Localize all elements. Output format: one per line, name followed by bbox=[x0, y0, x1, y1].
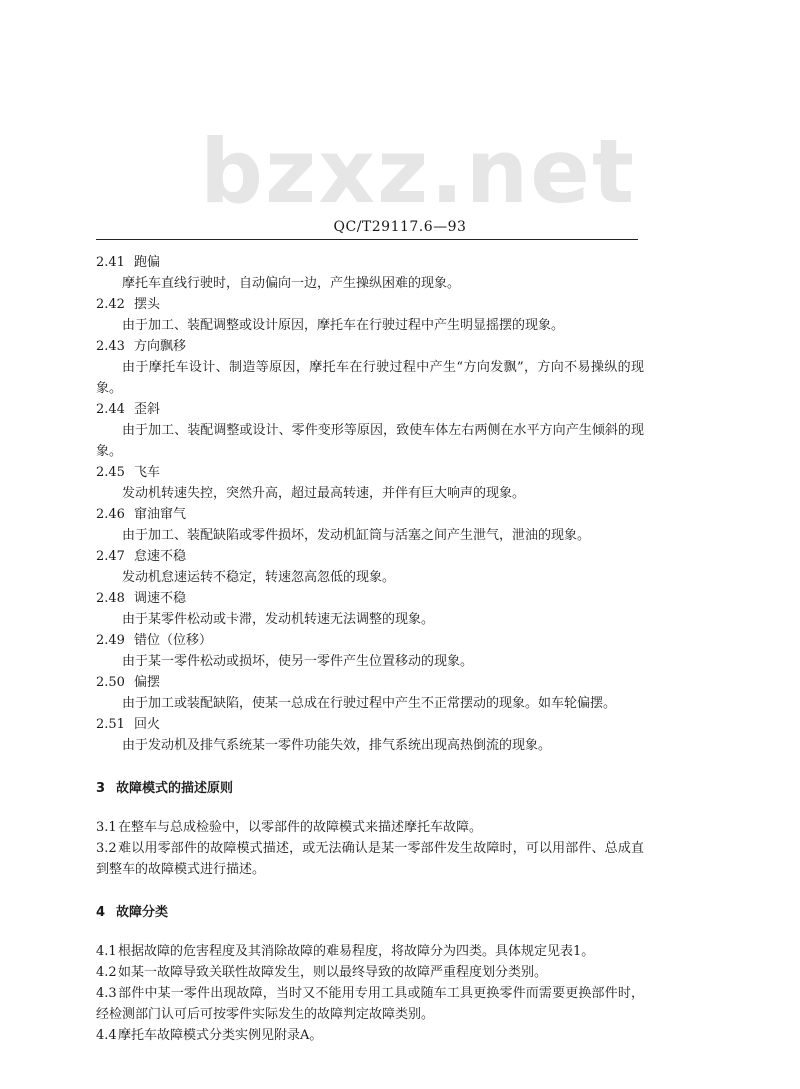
definition-clause bbox=[96, 399, 644, 462]
clause-definition: 由于加工、装配调整或设计、零件变形等原因，致使车体左右两侧在水平方向产生倾斜的现象。 bbox=[96, 423, 644, 459]
paragraph-text: 难以用零部件的故障模式描述，或无法确认是某一零部件发生故障时，可以用部件、总成直到整车的故障模式进行描述。 bbox=[96, 841, 644, 877]
clause-definition: 由于某零件松动或卡滞，发动机转速无法调整的现象。 bbox=[122, 612, 435, 627]
section-number: 3 bbox=[96, 781, 106, 796]
document-body bbox=[96, 252, 644, 1046]
clause-term: 偏摆 bbox=[134, 675, 161, 690]
watermark: bzxz.net bbox=[200, 120, 637, 223]
clause-term: 跑偏 bbox=[134, 255, 161, 270]
clause-term: 怠速不稳 bbox=[134, 549, 187, 564]
paragraph-number: 3.2 bbox=[96, 841, 117, 856]
clause-number: 2.49 bbox=[96, 633, 125, 648]
definition-clause bbox=[96, 462, 644, 504]
definition-clause bbox=[96, 588, 644, 630]
clause-definition: 发动机转速失控，突然升高，超过最高转速，并伴有巨大响声的现象。 bbox=[122, 486, 526, 501]
paragraph-number: 4.4 bbox=[96, 1028, 117, 1043]
clause-definition: 由于发动机及排气系统某一零件功能失效，排气系统出现高热倒流的现象。 bbox=[122, 738, 552, 753]
paragraph-text: 部件中某一零件出现故障，当时又不能用专用工具或随车工具更换零件而需要更换部件时，经检测部门认可后可按零件实际发生的故障判定故障类别。 bbox=[96, 986, 644, 1022]
clause-heading bbox=[96, 462, 644, 483]
clause-term: 错位（位移） bbox=[134, 633, 213, 648]
paragraph-number: 4.3 bbox=[96, 986, 117, 1001]
clause-number: 2.48 bbox=[96, 591, 125, 606]
clause-definition: 由于加工、装配调整或设计原因，摩托车在行驶过程中产生明显摇摆的现象。 bbox=[122, 318, 565, 333]
clause-definition: 摩托车直线行驶时，自动偏向一边，产生操纵困难的现象。 bbox=[122, 276, 461, 291]
paragraph-text: 如某一故障导致关联性故障发生，则以最终导致的故障严重程度划分类别。 bbox=[118, 965, 548, 980]
paragraph-text: 根据故障的危害程度及其消除故障的难易程度，将故障分为四类。具体规定见表1。 bbox=[118, 944, 595, 959]
clause-heading bbox=[96, 336, 644, 357]
section-title: 故障分类 bbox=[116, 905, 169, 920]
clause-term: 摆头 bbox=[134, 297, 161, 312]
clause-term: 飞车 bbox=[134, 465, 161, 480]
clause-number: 2.42 bbox=[96, 297, 125, 312]
definition-clause bbox=[96, 336, 644, 399]
clause-heading bbox=[96, 672, 644, 693]
clause-number: 2.43 bbox=[96, 339, 125, 354]
paragraph-number: 4.2 bbox=[96, 965, 117, 980]
clause-term: 调速不稳 bbox=[134, 591, 187, 606]
clause-term: 歪斜 bbox=[134, 402, 161, 417]
clause-definition: 由于摩托车设计、制造等原因，摩托车在行驶过程中产生“方向发飘”，方向不易操纵的现象。 bbox=[96, 360, 644, 396]
definitions-list bbox=[96, 252, 644, 756]
numbered-paragraph bbox=[96, 941, 644, 962]
section-4-heading bbox=[96, 902, 644, 923]
numbered-paragraph bbox=[96, 1025, 644, 1046]
clause-term: 窜油窜气 bbox=[134, 507, 187, 522]
clause-number: 2.46 bbox=[96, 507, 125, 522]
clause-number: 2.50 bbox=[96, 675, 125, 690]
clause-heading bbox=[96, 630, 644, 651]
clause-heading bbox=[96, 714, 644, 735]
definition-clause bbox=[96, 504, 644, 546]
clause-term: 方向飘移 bbox=[134, 339, 187, 354]
numbered-paragraph bbox=[96, 817, 644, 838]
clause-heading bbox=[96, 546, 644, 567]
clause-number: 2.47 bbox=[96, 549, 125, 564]
paragraph-text: 摩托车故障模式分类实例见附录A。 bbox=[118, 1028, 323, 1043]
section-3-body bbox=[96, 817, 644, 880]
clause-definition: 由于加工或装配缺陷，使某一总成在行驶过程中产生不正常摆动的现象。如车轮偏摆。 bbox=[122, 696, 617, 711]
numbered-paragraph bbox=[96, 838, 644, 880]
header-divider bbox=[96, 239, 638, 240]
section-3-heading bbox=[96, 778, 644, 799]
clause-heading bbox=[96, 294, 644, 315]
paragraph-text: 在整车与总成检验中，以零部件的故障模式来描述摩托车故障。 bbox=[118, 820, 483, 835]
paragraph-number: 4.1 bbox=[96, 944, 117, 959]
numbered-paragraph bbox=[96, 983, 644, 1025]
clause-definition: 发动机怠速运转不稳定，转速忽高忽低的现象。 bbox=[122, 570, 396, 585]
clause-heading bbox=[96, 252, 644, 273]
clause-heading bbox=[96, 504, 644, 525]
clause-definition: 由于某一零件松动或损坏，使另一零件产生位置移动的现象。 bbox=[122, 654, 474, 669]
section-4-body bbox=[96, 941, 644, 1046]
clause-number: 2.45 bbox=[96, 465, 125, 480]
clause-number: 2.44 bbox=[96, 402, 125, 417]
standard-code-header: QC/T29117.6—93 bbox=[333, 219, 467, 235]
numbered-paragraph bbox=[96, 962, 644, 983]
paragraph-number: 3.1 bbox=[96, 820, 117, 835]
definition-clause bbox=[96, 672, 644, 714]
definition-clause bbox=[96, 714, 644, 756]
definition-clause bbox=[96, 630, 644, 672]
section-title: 故障模式的描述原则 bbox=[116, 781, 234, 796]
clause-heading bbox=[96, 588, 644, 609]
clause-heading bbox=[96, 399, 644, 420]
definition-clause bbox=[96, 294, 644, 336]
clause-number: 2.41 bbox=[96, 255, 125, 270]
definition-clause bbox=[96, 546, 644, 588]
clause-definition: 由于加工、装配缺陷或零件损坏，发动机缸筒与活塞之间产生泄气，泄油的现象。 bbox=[122, 528, 591, 543]
clause-term: 回火 bbox=[134, 717, 161, 732]
definition-clause bbox=[96, 252, 644, 294]
clause-number: 2.51 bbox=[96, 717, 125, 732]
section-number: 4 bbox=[96, 905, 106, 920]
